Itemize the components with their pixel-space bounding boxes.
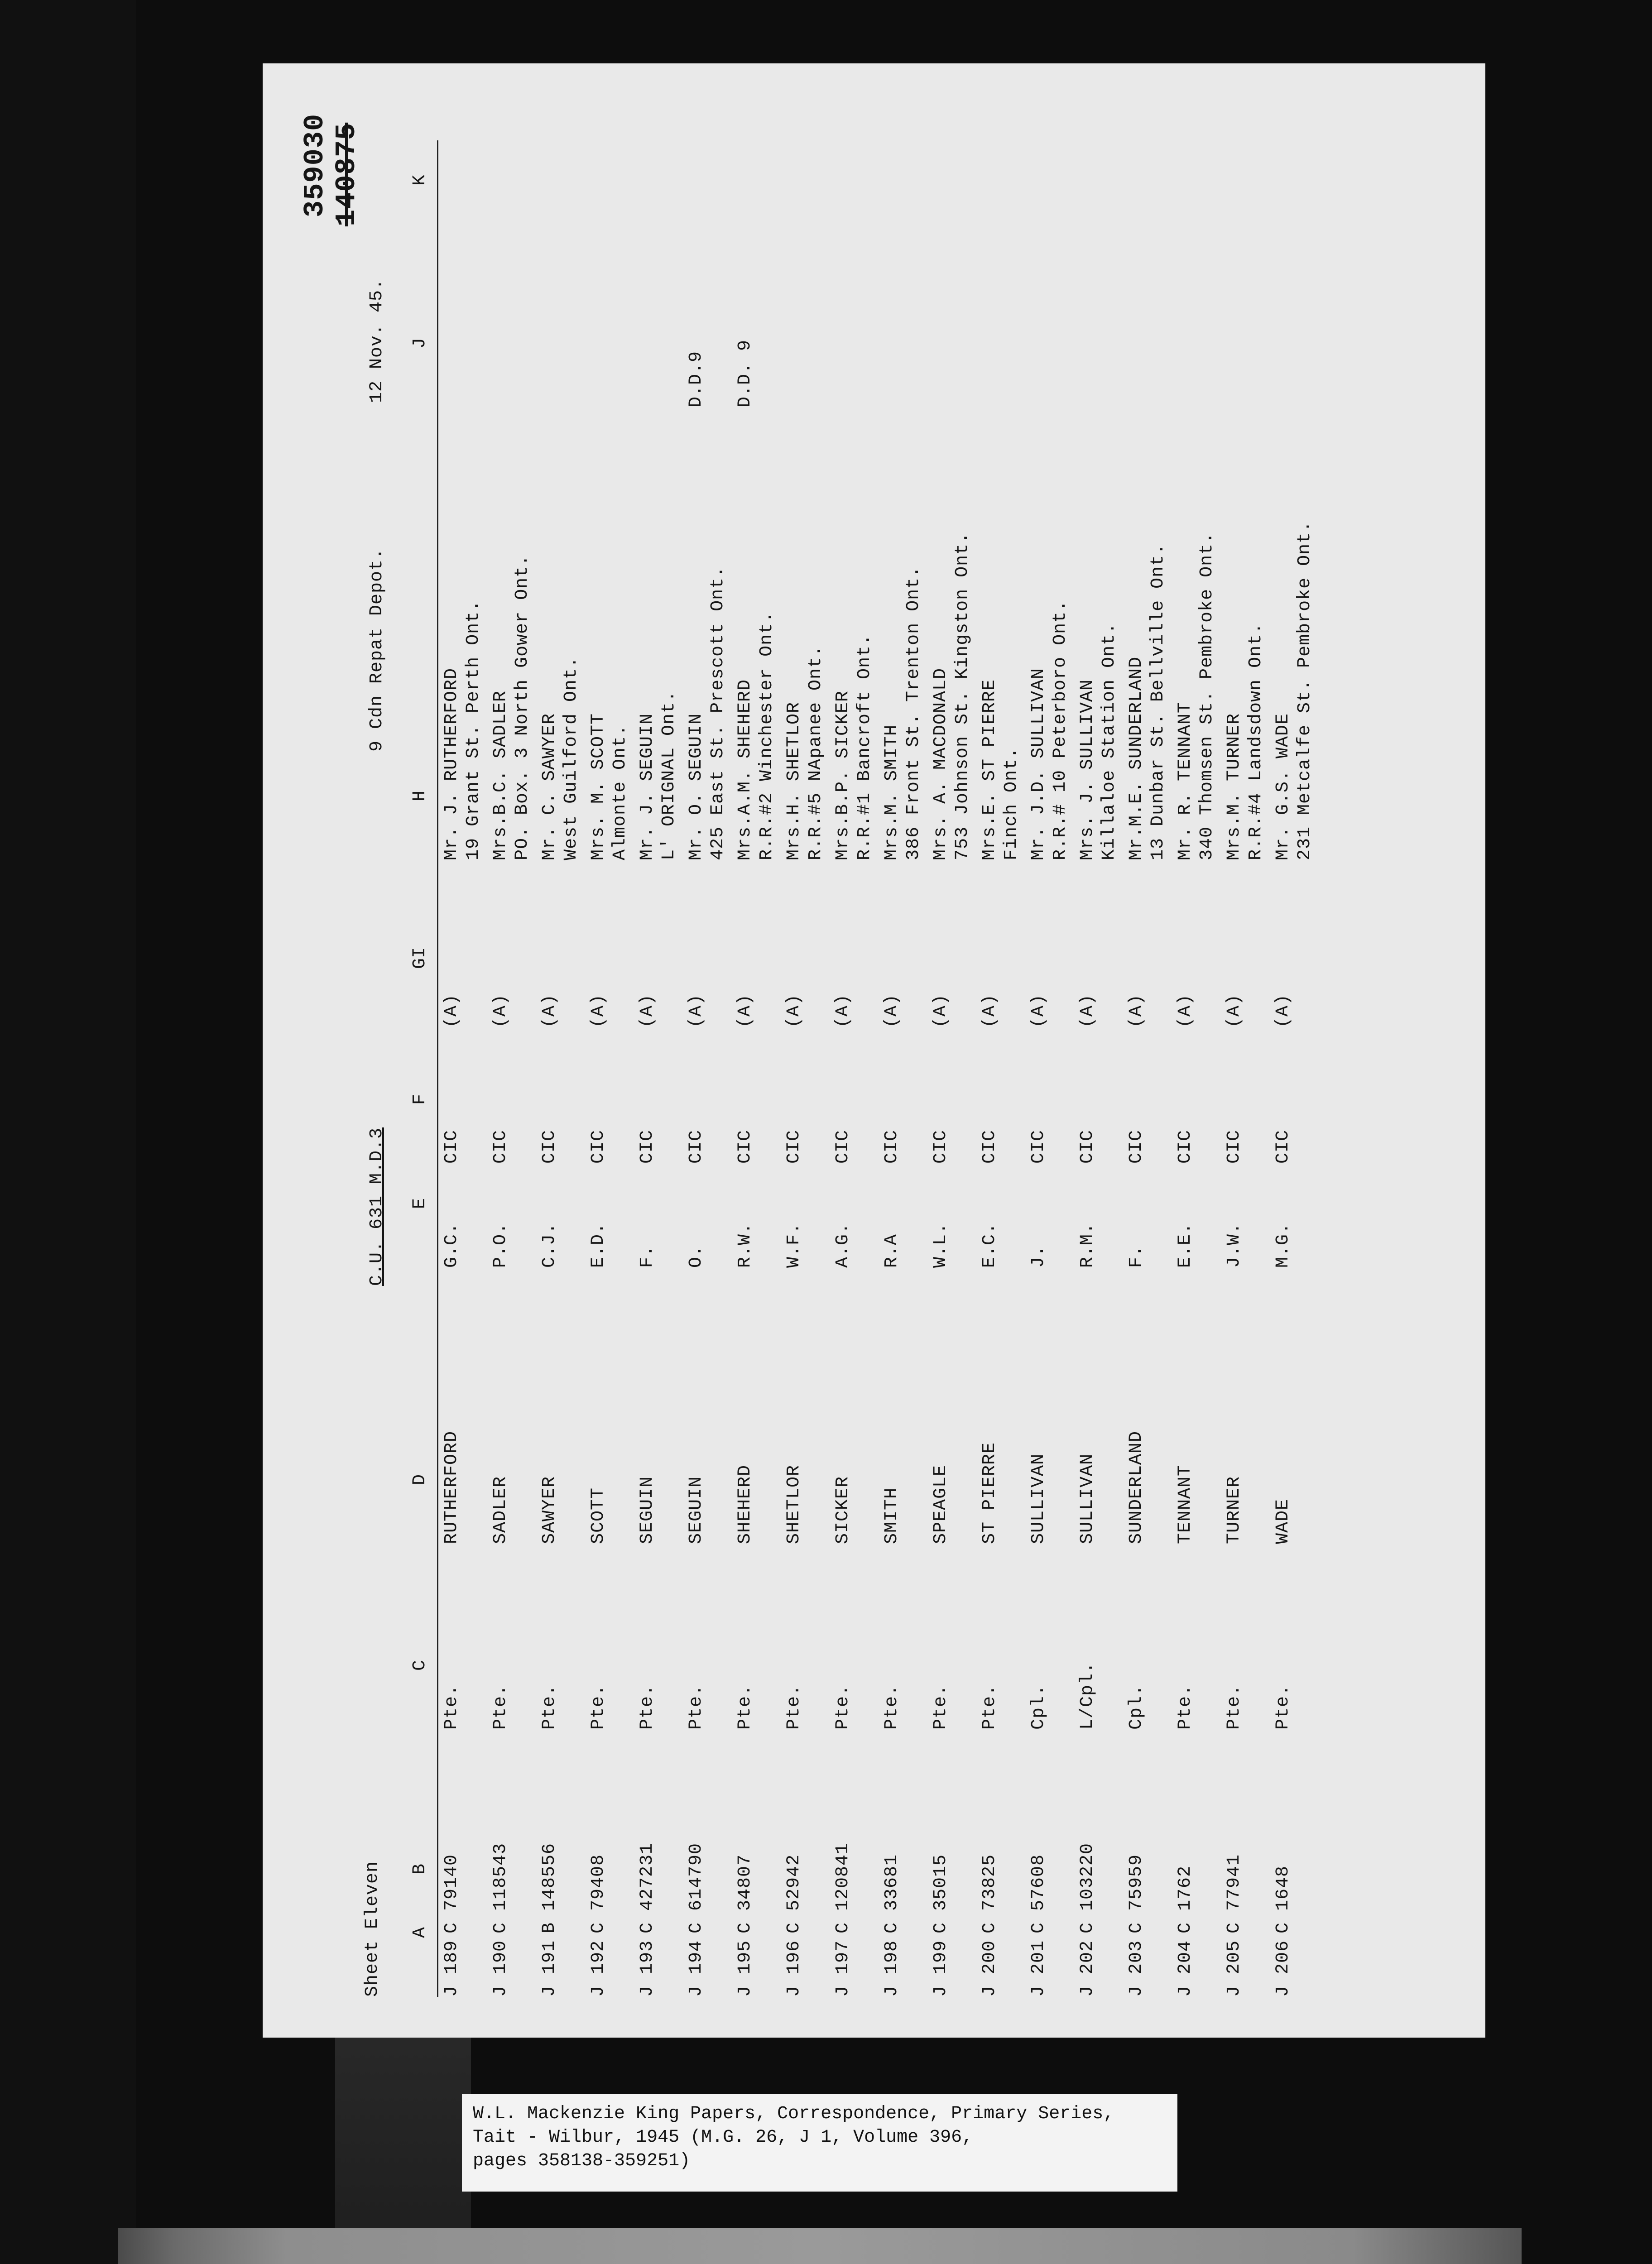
rank: Pte. [784,1684,804,1730]
next-of-kin: Mrs.B.C. SADLER [490,690,511,860]
surname: SADLER [490,1476,511,1544]
service-letter: J 197 [833,1940,853,1997]
rank: Pte. [637,1684,658,1730]
address: Almonte Ont. [610,724,630,860]
address: R.R.#2 Winchester Ont. [757,611,777,860]
address: R.R.#5 NApanee Ont. [806,645,826,860]
corps: CIC [833,1129,853,1164]
address: 13 Dunbar St. Bellville Ont. [1148,543,1168,860]
stamp-number-struck: 140875 [331,122,363,226]
corps: CIC [735,1129,755,1164]
regimental-number: C 34807 [735,1854,755,1933]
surname: SICKER [833,1476,853,1544]
depot-name: 9 Cdn Repat Depot. [367,547,387,752]
service-letter: J 204 [1175,1940,1196,1997]
table-row [637,63,686,2038]
regimental-number: C 118543 [490,1842,511,1933]
next-of-kin: Mr. J. SEGUIN [637,713,658,860]
service-letter: J 190 [490,1940,511,1997]
archive-caption [462,2094,1177,2192]
table-row [980,63,1028,2038]
district: D.D. 9 [735,339,755,408]
category: (A) [1273,993,1293,1028]
next-of-kin: Mr. O. SEGUIN [686,713,706,860]
sheet-title: Sheet Eleven [362,1861,383,1997]
regimental-number: C 33681 [882,1854,902,1933]
service-letter: J 198 [882,1940,902,1997]
service-letter: J 203 [1126,1940,1147,1997]
regimental-number: C 73825 [980,1854,1000,1933]
next-of-kin: Mrs. M. SCOTT [588,713,609,860]
address: 753 Johnson St. Kingston Ont. [952,532,973,860]
table-row [1126,63,1175,2038]
ledger-sheet-frame [263,63,1485,2038]
column-letter: K [410,174,430,186]
service-letter: J 205 [1224,1940,1244,1997]
column-letter: C [410,1660,430,1671]
service-letter: J 202 [1077,1940,1098,1997]
column-letter: E [410,1198,430,1209]
next-of-kin: Mr. C. SAWYER [539,713,560,860]
corps: CIC [784,1129,804,1164]
corps: CIC [882,1129,902,1164]
address: PO. Box. 3 North Gower Ont. [512,554,533,860]
initials: O. [686,1245,706,1268]
corps: CIC [588,1129,609,1164]
rank: Pte. [833,1684,853,1730]
regimental-number: C 79140 [442,1854,462,1933]
surname: SEGUIN [637,1476,658,1544]
category: (A) [931,993,951,1028]
table-row [442,63,490,2038]
surname: SHETLOR [784,1464,804,1544]
regimental-number: C 52942 [784,1854,804,1933]
next-of-kin: Mrs.H. SHETLOR [784,701,804,860]
address: R.R.# 10 Peterboro Ont. [1050,600,1071,860]
regimental-number: B 148556 [539,1842,560,1933]
rank: Pte. [735,1684,755,1730]
caption-line-3: pages 358138-359251) [473,2151,691,2171]
address: R.R.#4 Landsdown Ont. [1246,622,1266,860]
next-of-kin: Mrs.M. SMITH [882,724,902,860]
corps: CIC [637,1129,658,1164]
rank: Pte. [588,1684,609,1730]
service-letter: J 199 [931,1940,951,1997]
service-letter: J 191 [539,1940,560,1997]
table-row [1273,63,1322,2038]
table-row [1077,63,1126,2038]
category: (A) [539,993,560,1028]
service-letter: J 201 [1028,1940,1049,1997]
surname: WADE [1273,1498,1293,1544]
service-letter: J 192 [588,1940,609,1997]
category: (A) [1224,993,1244,1028]
table-row [784,63,833,2038]
surname: SULLIVAN [1028,1453,1049,1544]
address: L' ORIGNAL Ont. [659,690,679,860]
initials: J. [1028,1245,1049,1268]
surname: SPEAGLE [931,1464,951,1544]
table-row [539,63,588,2038]
next-of-kin: Mrs.B.P. SICKER [833,690,853,860]
table-row [686,63,735,2038]
table-row [931,63,980,2038]
address: 231 Metcalfe St. Pembroke Ont. [1295,520,1315,860]
corps: CIC [1224,1129,1244,1164]
initials: E.C. [980,1222,1000,1268]
initials: F. [1126,1245,1147,1268]
film-edge [0,0,136,2264]
initials: M.G. [1273,1222,1293,1268]
corps: CIC [1028,1129,1049,1164]
category: (A) [735,993,755,1028]
corps: CIC [1077,1129,1098,1164]
rank: Pte. [1224,1684,1244,1730]
initials: E.E. [1175,1222,1196,1268]
initials: A.G. [833,1222,853,1268]
cu-reference: C.U. 631 M.D.3 [367,1127,387,1286]
service-letter: J 206 [1273,1940,1293,1997]
rank: L/Cpl. [1077,1661,1098,1730]
regimental-number: C 1648 [1273,1865,1293,1933]
column-letter: B [410,1863,430,1875]
surname: SEGUIN [686,1476,706,1544]
regimental-number: C 57608 [1028,1854,1049,1933]
next-of-kin: Mrs. J. SULLIVAN [1077,679,1098,860]
table-row [1028,63,1077,2038]
corps: CIC [1273,1129,1293,1164]
archive-plate [118,2228,1522,2264]
next-of-kin: Mr. J. RUTHERFORD [442,667,462,860]
service-letter: J 196 [784,1940,804,1997]
initials: R.M. [1077,1222,1098,1268]
regimental-number: C 75959 [1126,1854,1147,1933]
next-of-kin: Mr. G.S. WADE [1273,713,1293,860]
header-rule [437,140,438,1997]
regimental-number: C 1762 [1175,1865,1196,1933]
address: Killaloe Station Ont. [1099,622,1119,860]
surname: TURNER [1224,1476,1244,1544]
service-letter: J 194 [686,1940,706,1997]
category: (A) [686,993,706,1028]
column-letter: H [410,790,430,801]
corps: CIC [1126,1129,1147,1164]
caption-line-1: W.L. Mackenzie King Papers, Correspondence, Primary Series, [473,2104,1114,2124]
regimental-number: C 77941 [1224,1854,1244,1933]
category: (A) [980,993,1000,1028]
rank: Cpl. [1028,1684,1049,1730]
category: (A) [1077,993,1098,1028]
rank: Pte. [980,1684,1000,1730]
service-letter: J 193 [637,1940,658,1997]
column-letter: F [410,1094,430,1105]
rank: Pte. [442,1684,462,1730]
table-row [1224,63,1273,2038]
column-letter: GI [410,947,430,969]
initials: R.A [882,1233,902,1268]
table-row [1175,63,1224,2038]
next-of-kin: Mrs.M. TURNER [1224,713,1244,860]
stamp-number: 359030 [299,113,331,217]
regimental-number: C 614790 [686,1842,706,1933]
corps: CIC [980,1129,1000,1164]
category: (A) [1126,993,1147,1028]
table-row [490,63,539,2038]
regimental-number: C 103220 [1077,1842,1098,1933]
rank: Pte. [490,1684,511,1730]
address: 340 Thomsen St. Pembroke Ont. [1197,532,1217,860]
surname: ST PIERRE [980,1442,1000,1544]
surname: SCOTT [588,1487,609,1544]
corps: CIC [490,1129,511,1164]
surname: SULLIVAN [1077,1453,1098,1544]
initials: C.J. [539,1222,560,1268]
next-of-kin: Mrs.E. ST PIERRE [980,679,1000,860]
category: (A) [637,993,658,1028]
table-row [735,63,784,2038]
initials: P.O. [490,1222,511,1268]
ledger-sheet [263,63,1485,2038]
next-of-kin: Mr. R. TENNANT [1175,701,1196,860]
category: (A) [442,993,462,1028]
rank: Pte. [882,1684,902,1730]
rank: Pte. [931,1684,951,1730]
column-letter: J [410,337,430,349]
regimental-number: C 427231 [637,1842,658,1933]
table-row [833,63,882,2038]
rank: Pte. [1273,1684,1293,1730]
column-letters [410,95,437,1997]
category: (A) [588,993,609,1028]
initials: E.D. [588,1222,609,1268]
column-letter: D [410,1474,430,1485]
category: (A) [784,993,804,1028]
sheet-date: 12 Nov. 45. [367,278,387,403]
category: (A) [490,993,511,1028]
surname: SHEHERD [735,1464,755,1544]
address: 425 East St. Prescott Ont. [708,566,728,860]
initials: F. [637,1245,658,1268]
rank: Pte. [1175,1684,1196,1730]
service-letter: J 195 [735,1940,755,1997]
address: West Guilford Ont. [561,656,581,860]
address: Finch Ont. [1001,747,1022,860]
rank: Pte. [686,1684,706,1730]
table-row [588,63,637,2038]
initials: W.L. [931,1222,951,1268]
service-letter: J 189 [442,1940,462,1997]
rank: Pte. [539,1684,560,1730]
regimental-number: C 79408 [588,1854,609,1933]
corps: CIC [442,1129,462,1164]
surname: RUTHERFORD [442,1430,462,1544]
next-of-kin: Mr.M.E. SUNDERLAND [1126,656,1147,860]
initials: W.F. [784,1222,804,1268]
surname: SAWYER [539,1476,560,1544]
category: (A) [1028,993,1049,1028]
category: (A) [1175,993,1196,1028]
rank: Cpl. [1126,1684,1147,1730]
initials: J.W. [1224,1222,1244,1268]
regimental-number: C 120841 [833,1842,853,1933]
next-of-kin: Mr. J.D. SULLIVAN [1028,667,1049,860]
category: (A) [882,993,902,1028]
initials: G.C. [442,1222,462,1268]
initials: R.W. [735,1222,755,1268]
table-row [882,63,931,2038]
corps: CIC [1175,1129,1196,1164]
district: D.D.9 [686,350,706,408]
next-of-kin: Mrs.A.M. SHEHERD [735,679,755,860]
next-of-kin: Mrs. A. MACDONALD [931,667,951,860]
address: 19 Grant St. Perth Ont. [463,600,484,860]
corps: CIC [686,1129,706,1164]
service-letter: J 200 [980,1940,1000,1997]
column-letter: A [410,1927,430,1938]
surname: SUNDERLAND [1126,1430,1147,1544]
category: (A) [833,993,853,1028]
corps: CIC [539,1129,560,1164]
surname: SMITH [882,1487,902,1544]
surname: TENNANT [1175,1464,1196,1544]
caption-line-2: Tait - Wilbur, 1945 (M.G. 26, J 1, Volume 396, [473,2127,973,2148]
regimental-number: C 35015 [931,1854,951,1933]
corps: CIC [931,1129,951,1164]
address: R.R.#1 Bancroft Ont. [855,633,875,860]
address: 386 Front St. Trenton Ont. [903,566,924,860]
